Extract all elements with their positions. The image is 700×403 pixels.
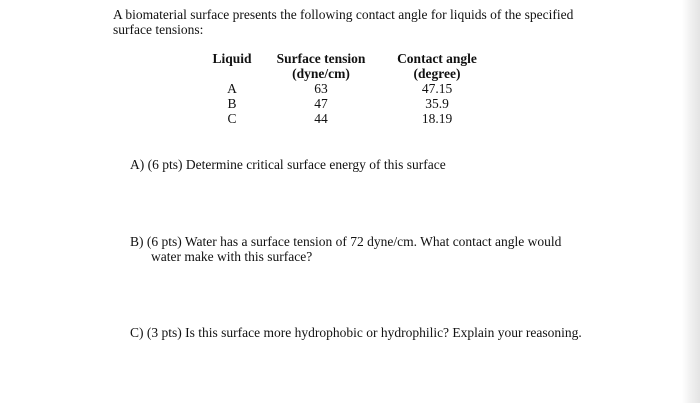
surface-tension-header: Surface tension: [276, 51, 366, 66]
contact-angle-column: [391, 51, 483, 126]
contact-angle-cell: 35.9: [425, 96, 449, 111]
liquid-column: [207, 51, 257, 126]
surface-tension-unit: (dyne/cm): [292, 66, 350, 81]
page-edge-shadow: [682, 0, 700, 403]
header-spacer: [207, 66, 257, 81]
contact-angle-unit: (degree): [413, 66, 461, 81]
contact-angle-header: Contact angle: [397, 51, 477, 66]
contact-angle-cell: 47.15: [421, 81, 453, 96]
question-b-line2: water make with this surface?: [151, 249, 313, 264]
surface-tension-cell: 44: [314, 111, 328, 126]
contact-angle-cell: 18.19: [421, 111, 453, 126]
liquid-cell: B: [227, 96, 237, 111]
question-b-line1: B) (6 pts) Water has a surface tension of 72 dyne/cm. What contact angle would: [130, 234, 562, 249]
question-c: C) (3 pts) Is this surface more hydrophobic or hydrophilic? Explain your reasoning.: [130, 325, 582, 340]
surface-tension-cell: 47: [314, 96, 328, 111]
problem-intro: A biomaterial surface presents the following contact angle for liquids of the specified surface tensions:: [113, 7, 574, 37]
question-b: [130, 234, 570, 264]
question-a: A) (6 pts) Determine critical surface energy of this surface: [130, 157, 446, 172]
liquid-header: Liquid: [212, 51, 252, 66]
liquid-cell: A: [227, 81, 237, 96]
surface-tension-cell: 63: [314, 81, 328, 96]
liquid-cell: C: [227, 111, 237, 126]
surface-tension-column: [272, 51, 370, 126]
